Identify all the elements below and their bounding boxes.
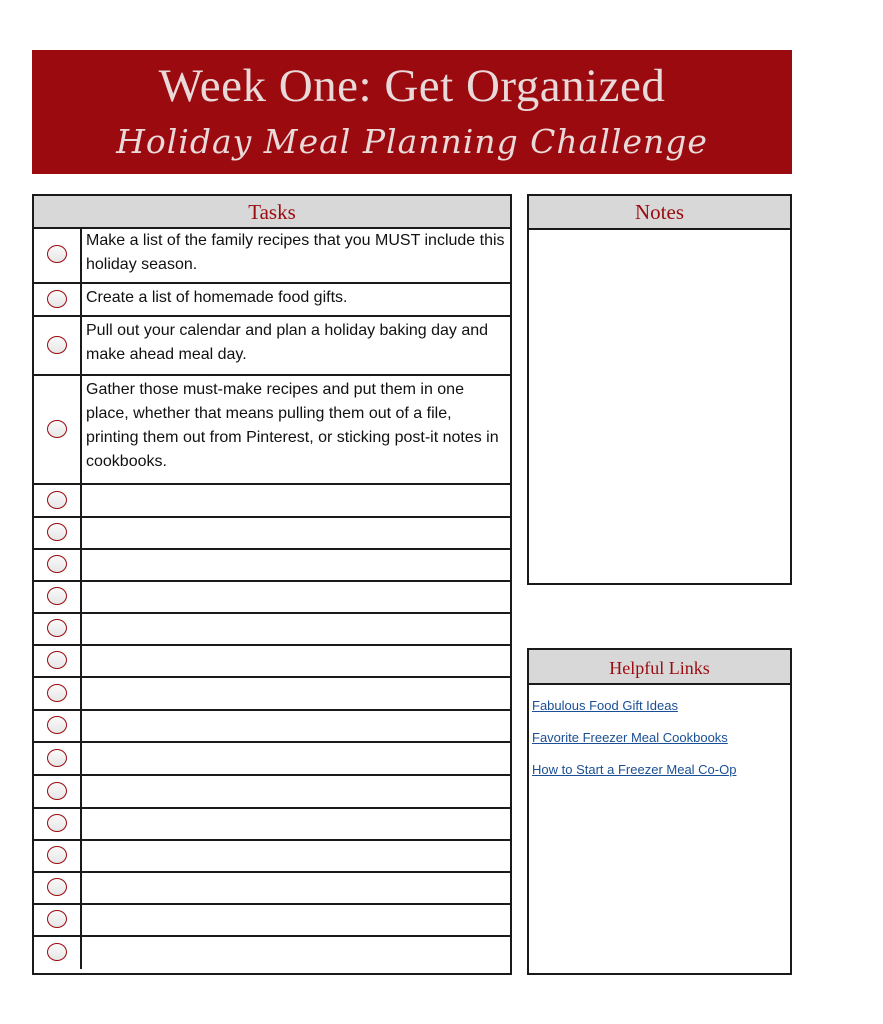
task-checkbox-cell [34, 284, 82, 315]
task-text[interactable]: Make a list of the family recipes that you MUST include this holiday season. [86, 232, 505, 273]
task-checkbox-cell [34, 518, 82, 548]
task-checkbox-cell [34, 376, 82, 483]
task-checkbox[interactable] [47, 814, 67, 832]
task-checkbox-cell [34, 227, 82, 282]
task-checkbox[interactable] [47, 245, 67, 263]
task-row [34, 227, 510, 284]
tasks-panel [32, 194, 512, 975]
task-checkbox[interactable] [47, 943, 67, 961]
task-checkbox[interactable] [47, 420, 67, 438]
task-checkbox-cell [34, 550, 82, 580]
tasks-heading: Tasks [34, 196, 510, 229]
notes-panel[interactable] [527, 194, 792, 585]
task-row [34, 743, 510, 776]
task-checkbox-cell [34, 809, 82, 839]
link-food-gift-ideas[interactable]: Fabulous Food Gift Ideas [532, 698, 678, 713]
task-checkbox[interactable] [47, 336, 67, 354]
task-row [34, 809, 510, 841]
task-row [34, 905, 510, 937]
task-checkbox-cell [34, 905, 82, 935]
page-subtitle: Holiday Meal Planning Challenge [116, 122, 708, 161]
task-checkbox-cell [34, 614, 82, 644]
page-title: Week One: Get Organized [158, 60, 666, 112]
task-row [34, 284, 510, 317]
task-checkbox[interactable] [47, 782, 67, 800]
task-row [34, 711, 510, 743]
task-checkbox[interactable] [47, 555, 67, 573]
notes-heading: Notes [529, 196, 790, 230]
task-row [34, 841, 510, 873]
task-row [34, 776, 510, 809]
task-row [34, 485, 510, 518]
task-checkbox-cell [34, 646, 82, 676]
task-row [34, 550, 510, 582]
task-checkbox-cell [34, 841, 82, 871]
link-freezer-meal-co-op[interactable]: How to Start a Freezer Meal Co-Op [532, 762, 737, 777]
task-list [34, 227, 510, 969]
task-row [34, 873, 510, 905]
task-checkbox[interactable] [47, 523, 67, 541]
task-text[interactable]: Create a list of homemade food gifts. [86, 289, 348, 306]
task-checkbox[interactable] [47, 749, 67, 767]
helpful-links-heading: Helpful Links [529, 650, 790, 685]
task-checkbox-cell [34, 743, 82, 774]
task-checkbox-cell [34, 678, 82, 709]
task-checkbox[interactable] [47, 910, 67, 928]
task-checkbox-cell [34, 776, 82, 807]
task-row [34, 317, 510, 376]
task-row [34, 376, 510, 485]
task-checkbox[interactable] [47, 716, 67, 734]
title-banner [32, 50, 792, 174]
task-checkbox-cell [34, 582, 82, 612]
task-row [34, 582, 510, 614]
task-checkbox-cell [34, 711, 82, 741]
task-checkbox-cell [34, 317, 82, 374]
link-freezer-meal-cookbooks[interactable]: Favorite Freezer Meal Cookbooks [532, 730, 728, 745]
task-checkbox[interactable] [47, 491, 67, 509]
task-text[interactable]: Pull out your calendar and plan a holiday baking day and make ahead meal day. [86, 322, 489, 363]
helpful-links-panel [527, 648, 792, 975]
task-checkbox[interactable] [47, 290, 67, 308]
task-checkbox-cell [34, 485, 82, 516]
task-checkbox-cell [34, 873, 82, 903]
task-checkbox[interactable] [47, 684, 67, 702]
task-checkbox[interactable] [47, 619, 67, 637]
task-row [34, 937, 510, 969]
task-checkbox[interactable] [47, 846, 67, 864]
task-checkbox[interactable] [47, 651, 67, 669]
task-row [34, 678, 510, 711]
task-row [34, 646, 510, 678]
task-checkbox[interactable] [47, 878, 67, 896]
task-checkbox-cell [34, 937, 82, 969]
task-row [34, 518, 510, 550]
task-text[interactable]: Gather those must-make recipes and put them in one place, whether that means pulling them out of a file, printing them out from Pinterest, or sticking post-it notes in cookbooks. [86, 381, 499, 470]
task-checkbox[interactable] [47, 587, 67, 605]
task-row [34, 614, 510, 646]
